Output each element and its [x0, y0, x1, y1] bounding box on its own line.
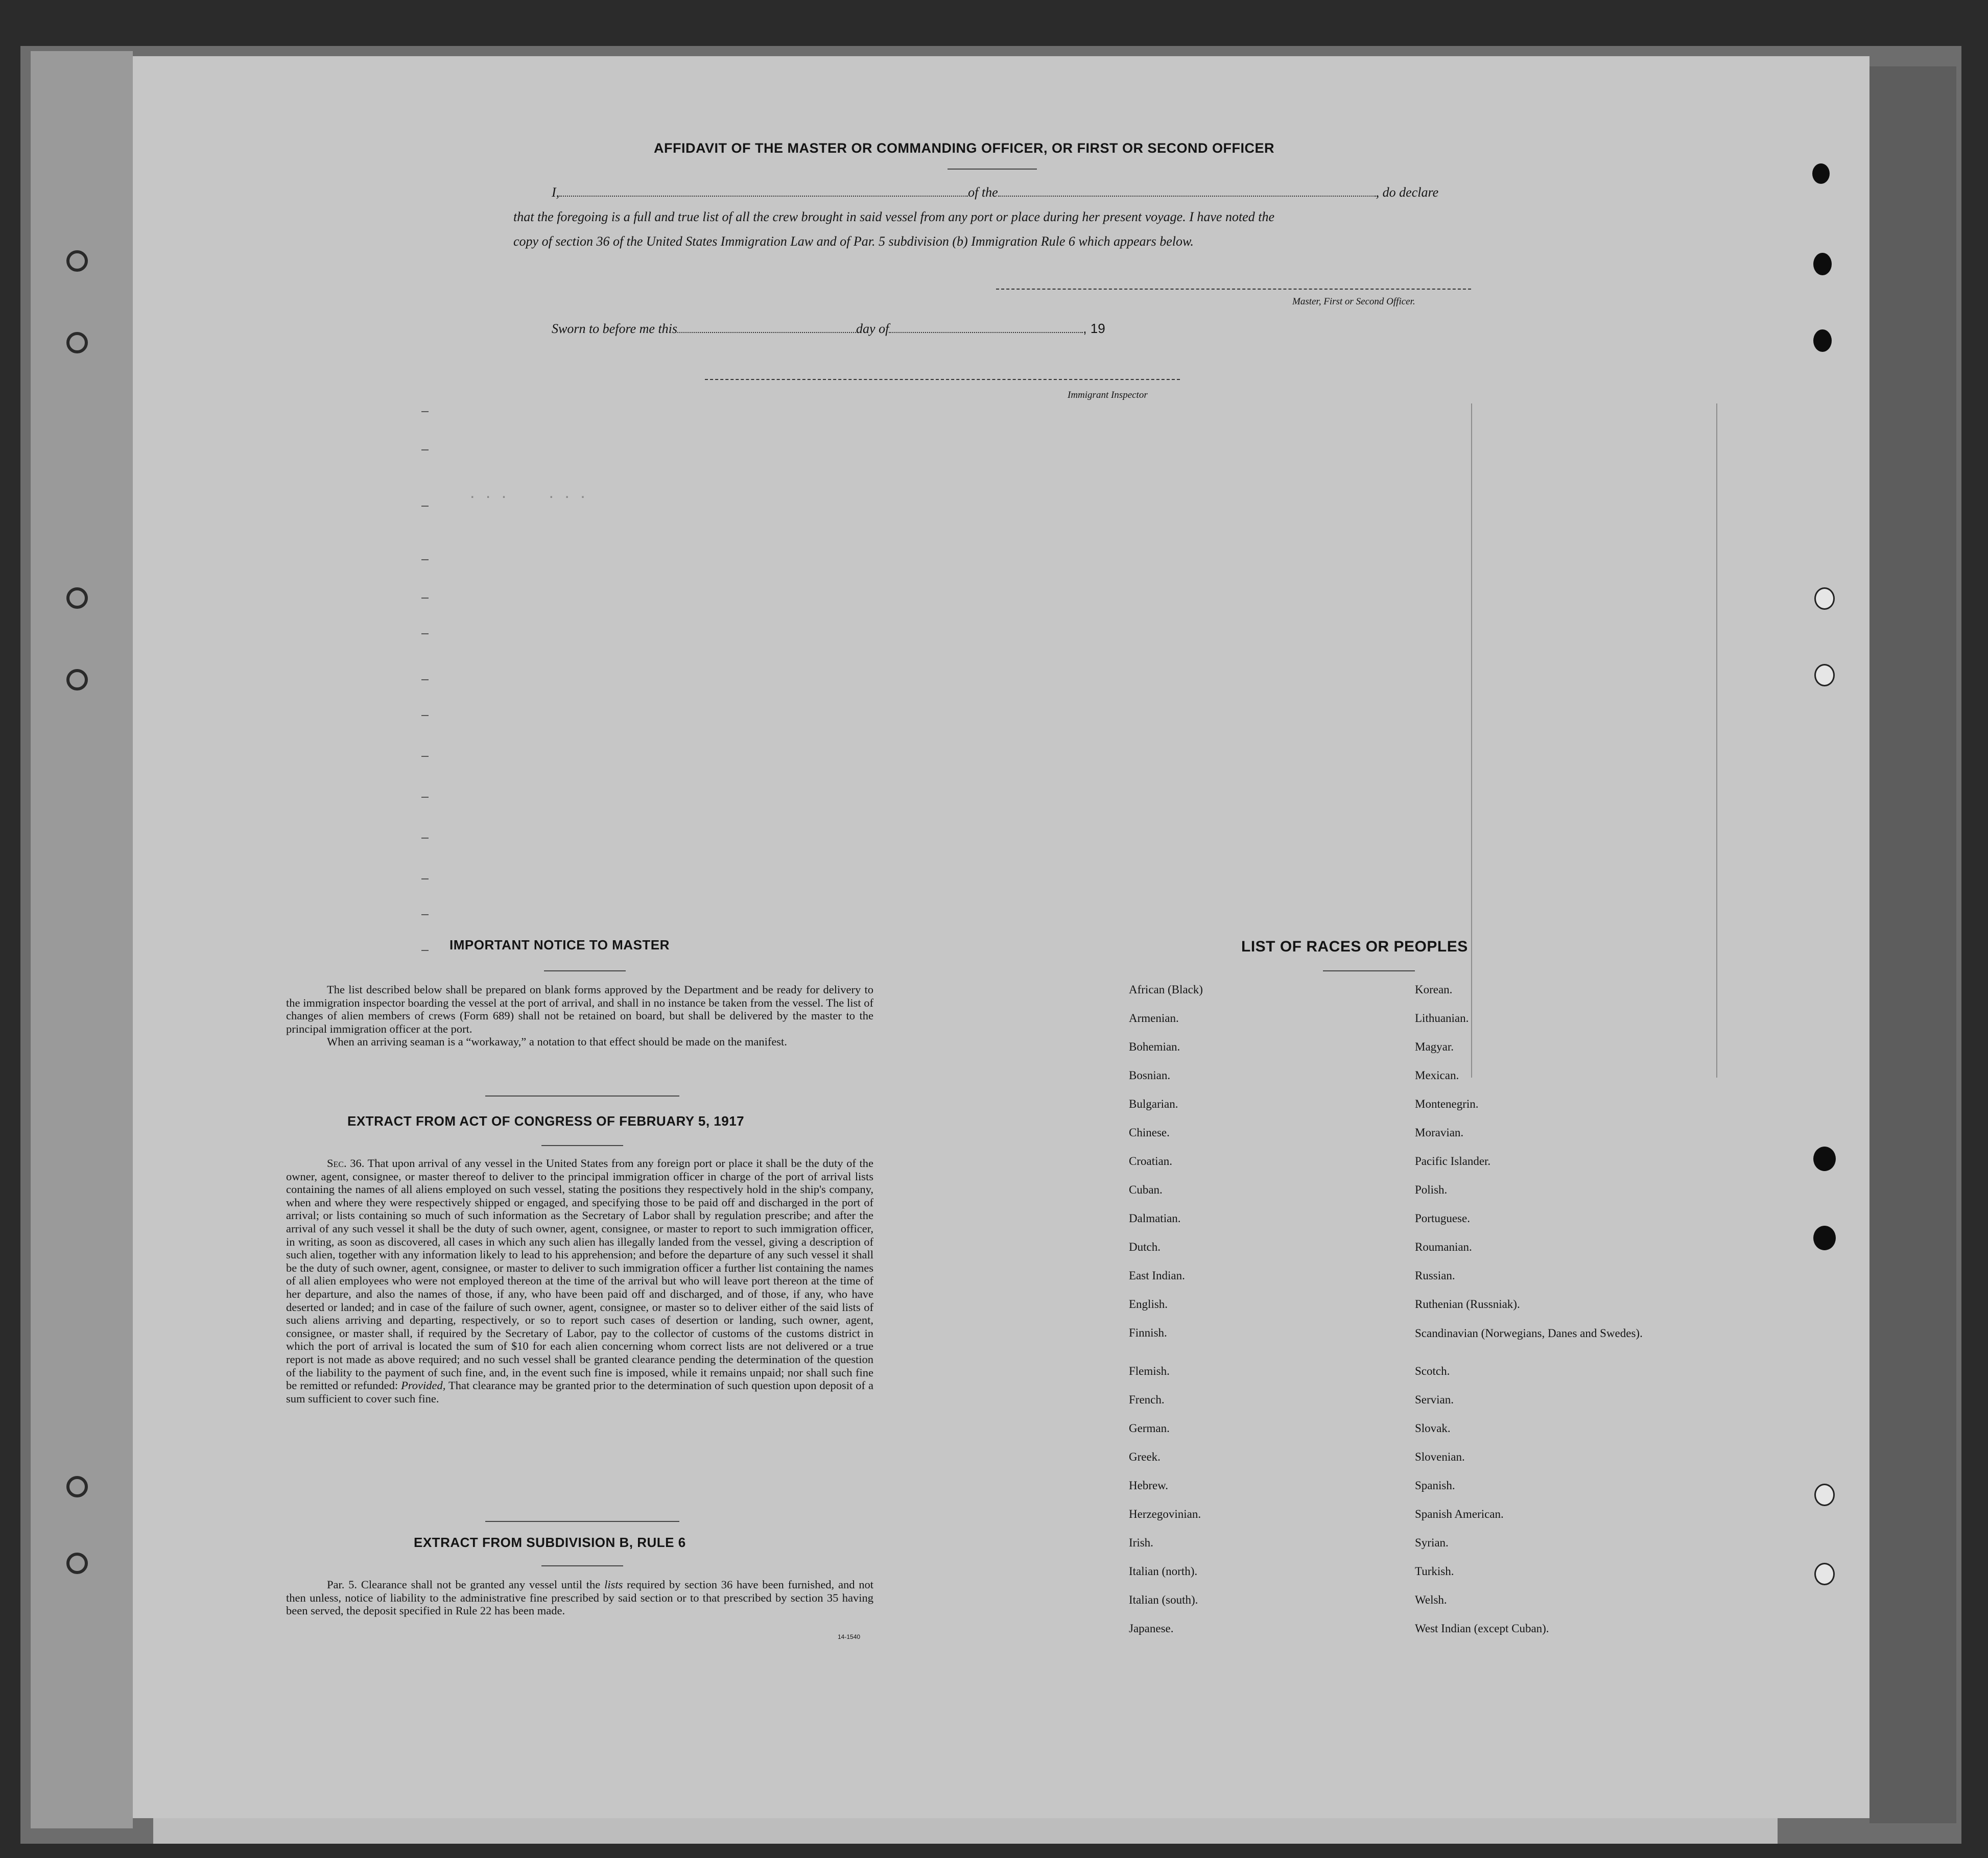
notice-paragraph-2: When an arriving seaman is a “workaway,” a notation to that effect should be made on the manifest.: [327, 1035, 787, 1049]
heading-rule: [541, 1565, 623, 1566]
inspector-signature-line: [705, 379, 1180, 380]
master-signature-line: [996, 289, 1471, 290]
notice-text: [286, 983, 873, 1049]
master-signature-label: Master, First or Second Officer.: [1292, 296, 1415, 307]
race-item: Italian (south).: [1129, 1593, 1198, 1606]
par-5-text-cont: required by section 36 have been furnished, and not then unless, notice of liability to the administrative fine prescribed by said section or to that prescribed by section 35 having been served, the deposit specified in Rule 22 has been made.: [286, 1578, 874, 1617]
race-item: Finnish.: [1129, 1326, 1167, 1339]
race-item: Armenian.: [1129, 1012, 1179, 1025]
heading-rule: [544, 970, 626, 971]
race-item: Spanish.: [1415, 1479, 1455, 1492]
punch-hole-icon: [1812, 163, 1830, 184]
affidavit-line-1: [552, 185, 1438, 200]
binder-ring-icon: [66, 1476, 88, 1497]
race-item: Lithuanian.: [1415, 1012, 1469, 1025]
heading-rule: [948, 169, 1037, 170]
rule-extract-text: [286, 1578, 873, 1617]
heading-rule: [1323, 970, 1415, 971]
vessel-name-blank: [998, 186, 1376, 197]
races-heading: LIST OF RACES OR PEOPLES: [1241, 938, 1468, 955]
binder-ring-icon: [66, 587, 88, 609]
race-item: Portuguese.: [1415, 1212, 1470, 1225]
race-item: French.: [1129, 1393, 1165, 1406]
punch-hole-icon: [1813, 253, 1832, 275]
affidavit-heading: AFFIDAVIT OF THE MASTER OR COMMANDING OFFICER, OR FIRST OR SECOND OFFICER: [654, 140, 1274, 156]
punch-hole-icon: [1814, 1484, 1835, 1506]
notice-paragraph-1: The list described below shall be prepared on blank forms approved by the Department and be ready for delivery to the immigration inspector boarding the vessel at the port of arrival, and shall in no instance be taken from the vessel. The list of changes of alien members of crews (Form 689) shall not be retained on board, but shall be delivered by the master to the principal immigration officer at the port.: [286, 983, 873, 1035]
affidavit-line-2: that the foregoing is a full and true list of all the crew brought in said vessel from any port or place during her present voyage. I have noted the: [513, 209, 1274, 224]
races-right-column: [1415, 983, 1643, 1651]
race-item: Croatian.: [1129, 1155, 1172, 1168]
race-item: Slovak.: [1415, 1422, 1451, 1435]
race-item: Servian.: [1415, 1393, 1454, 1406]
race-item: Greek.: [1129, 1450, 1161, 1463]
margin-dash: [421, 559, 429, 560]
provided-label: Provided,: [401, 1379, 446, 1392]
margin-dash: [421, 950, 429, 951]
race-item: Herzegovinian.: [1129, 1508, 1201, 1520]
race-item: Syrian.: [1415, 1536, 1449, 1549]
binder-ring-icon: [66, 332, 88, 353]
race-item: Montenegrin.: [1415, 1098, 1479, 1110]
margin-dash: [421, 679, 429, 680]
race-item: Ruthenian (Russniak).: [1415, 1298, 1520, 1311]
act-extract-text: [286, 1157, 873, 1405]
punch-hole-icon: [1813, 1147, 1836, 1171]
race-item: Russian.: [1415, 1269, 1455, 1282]
ghost-column-line: [1716, 403, 1717, 1078]
rule-extract-heading: EXTRACT FROM SUBDIVISION B, RULE 6: [414, 1535, 686, 1550]
race-item: African (Black): [1129, 983, 1203, 996]
race-item: German.: [1129, 1422, 1170, 1435]
do-declare-label: , do declare: [1376, 185, 1439, 200]
margin-dash: [421, 838, 429, 839]
notice-heading: IMPORTANT NOTICE TO MASTER: [449, 937, 670, 952]
margin-dash: [421, 633, 429, 634]
race-item: West Indian (except Cuban).: [1415, 1622, 1549, 1635]
race-item: Welsh.: [1415, 1593, 1447, 1606]
race-item: Scandinavian (Norwegians, Danes and Swedes).: [1415, 1327, 1643, 1340]
bleed-through-marks: . . . . . .: [470, 483, 588, 502]
race-item: Italian (north).: [1129, 1565, 1198, 1578]
race-item: Turkish.: [1415, 1565, 1454, 1578]
race-item: Roumanian.: [1415, 1241, 1472, 1253]
act-extract-heading: EXTRACT FROM ACT OF CONGRESS OF FEBRUARY 5, 1917: [347, 1113, 745, 1129]
heading-rule: [541, 1145, 623, 1146]
year-label: , 19: [1083, 321, 1105, 336]
section-divider: [485, 1521, 679, 1522]
race-item: Bulgarian.: [1129, 1098, 1178, 1110]
race-item: Irish.: [1129, 1536, 1153, 1549]
race-item: Mexican.: [1415, 1069, 1459, 1082]
binder-ring-icon: [66, 1553, 88, 1574]
punch-hole-icon: [1813, 329, 1832, 352]
margin-dash: [421, 715, 429, 716]
margin-dash: [421, 449, 429, 450]
sworn-line: [552, 321, 1105, 337]
race-item: Flemish.: [1129, 1365, 1170, 1377]
race-item: Slovenian.: [1415, 1450, 1465, 1463]
margin-dash: [421, 506, 429, 507]
lists-word: lists: [604, 1578, 623, 1591]
race-item: Dutch.: [1129, 1241, 1161, 1253]
race-item: English.: [1129, 1298, 1168, 1311]
race-item: Hebrew.: [1129, 1479, 1169, 1492]
race-item: Moravian.: [1415, 1126, 1464, 1139]
punch-hole-icon: [1814, 664, 1835, 686]
race-item: Spanish American.: [1415, 1508, 1504, 1520]
margin-dash: [421, 914, 429, 915]
form-number: 14-1540: [838, 1633, 861, 1640]
section-36-proviso: That clearance may be granted prior to the determination of such question upon deposit of a sum sufficient to cover such fine.: [286, 1379, 874, 1405]
margin-dash: [421, 878, 429, 879]
inspector-signature-label: Immigrant Inspector: [1068, 390, 1148, 400]
race-item: Bohemian.: [1129, 1040, 1180, 1053]
race-item: Dalmatian.: [1129, 1212, 1181, 1225]
ghost-column-line: [1471, 403, 1472, 1078]
race-item: East Indian.: [1129, 1269, 1185, 1282]
races-left-column: [1129, 983, 1203, 1651]
race-item: Bosnian.: [1129, 1069, 1171, 1082]
punch-hole-icon: [1814, 587, 1835, 610]
of-the-label: of the: [968, 185, 998, 200]
right-page-edge: [1869, 66, 1956, 1823]
manifest-back-page: [133, 56, 1869, 1818]
punch-hole-icon: [1813, 1226, 1836, 1250]
day-blank: [677, 323, 856, 333]
race-item: Japanese.: [1129, 1622, 1174, 1635]
punch-hole-icon: [1814, 1563, 1835, 1585]
race-item: Chinese.: [1129, 1126, 1170, 1139]
margin-dash: [421, 598, 429, 599]
section-divider: [485, 1095, 679, 1097]
day-of-label: day of: [856, 321, 889, 336]
margin-dash: [421, 411, 429, 412]
par-5-text: Par. 5. Clearance shall not be granted any vessel until the: [327, 1578, 601, 1591]
race-item: Korean.: [1415, 983, 1453, 996]
race-item: Scotch.: [1415, 1365, 1450, 1377]
margin-dash: [421, 756, 429, 757]
race-item: Magyar.: [1415, 1040, 1454, 1053]
race-item: Pacific Islander.: [1415, 1155, 1491, 1168]
section-36-text: That upon arrival of any vessel in the United States from any foreign port or place it shall be the duty of the owner, agent, consignee, or master thereof to deliver to the principal immigration officer in charge of the port of arrival lists containing the names of all aliens employed on such vessel, stating the positions they respectively hold in the ship's company, when and where they were respectively shipped or engaged, and specifying those to be paid off and discharged in the port of arrival; or lists containing so much of such information as the Secretary of Labor shall by regulation prescribe; and after the arrival of any such vessel it shall be the duty of such owner, agent, consignee, or master to report to such immigration officer, in writing, as soon as discovered, all cases in which any such alien has illegally landed from the vessel, giving a description of such alien, together with any information likely to lead to his apprehension; and before the departure of any such vessel it shall be the duty of such owner, agent, consignee, or master to deliver to such immigration officer a further list containing the names of all alien employees who were not employed thereon at the time of the arrival but who will leave port thereon at the time of her departure, and also the names of those, if any, who have been paid off and discharged, and of those, if any, who have deserted or landed; and in case of the failure of such owner, agent, consignee, or master so to deliver either of the said lists of such aliens arriving and departing, respectively, or so to report such cases of desertion or landing, such owner, agent, consignee, or master shall, if required by the Secretary of Labor, pay to the collector of customs of the customs district in which the port of arrival is located the sum of $10 for each alien concerning whom correct lists are not delivered or a true report is not made as above required; and no such vessel shall be granted clearance pending the determination of the question of the liability to the payment of such fine, and, in the event such fine is imposed, while it remains unpaid; nor shall such fine be remitted or refunded:: [286, 1157, 873, 1392]
affidavit-line-3: copy of section 36 of the United States Immigration Law and of Par. 5 subdivision (b) Immigration Rule 6 which appears below.: [513, 234, 1194, 249]
section-36-label: Sec. 36.: [327, 1157, 365, 1170]
affidavit-i-label: I,: [552, 185, 560, 200]
month-blank: [889, 323, 1083, 333]
binder-ring-icon: [66, 669, 88, 690]
race-item: Polish.: [1415, 1183, 1448, 1196]
master-name-blank: [559, 186, 968, 197]
margin-dash: [421, 797, 429, 798]
binder-ring-icon: [66, 250, 88, 272]
race-item: Cuban.: [1129, 1183, 1163, 1196]
sworn-label: Sworn to before me this: [552, 321, 678, 336]
